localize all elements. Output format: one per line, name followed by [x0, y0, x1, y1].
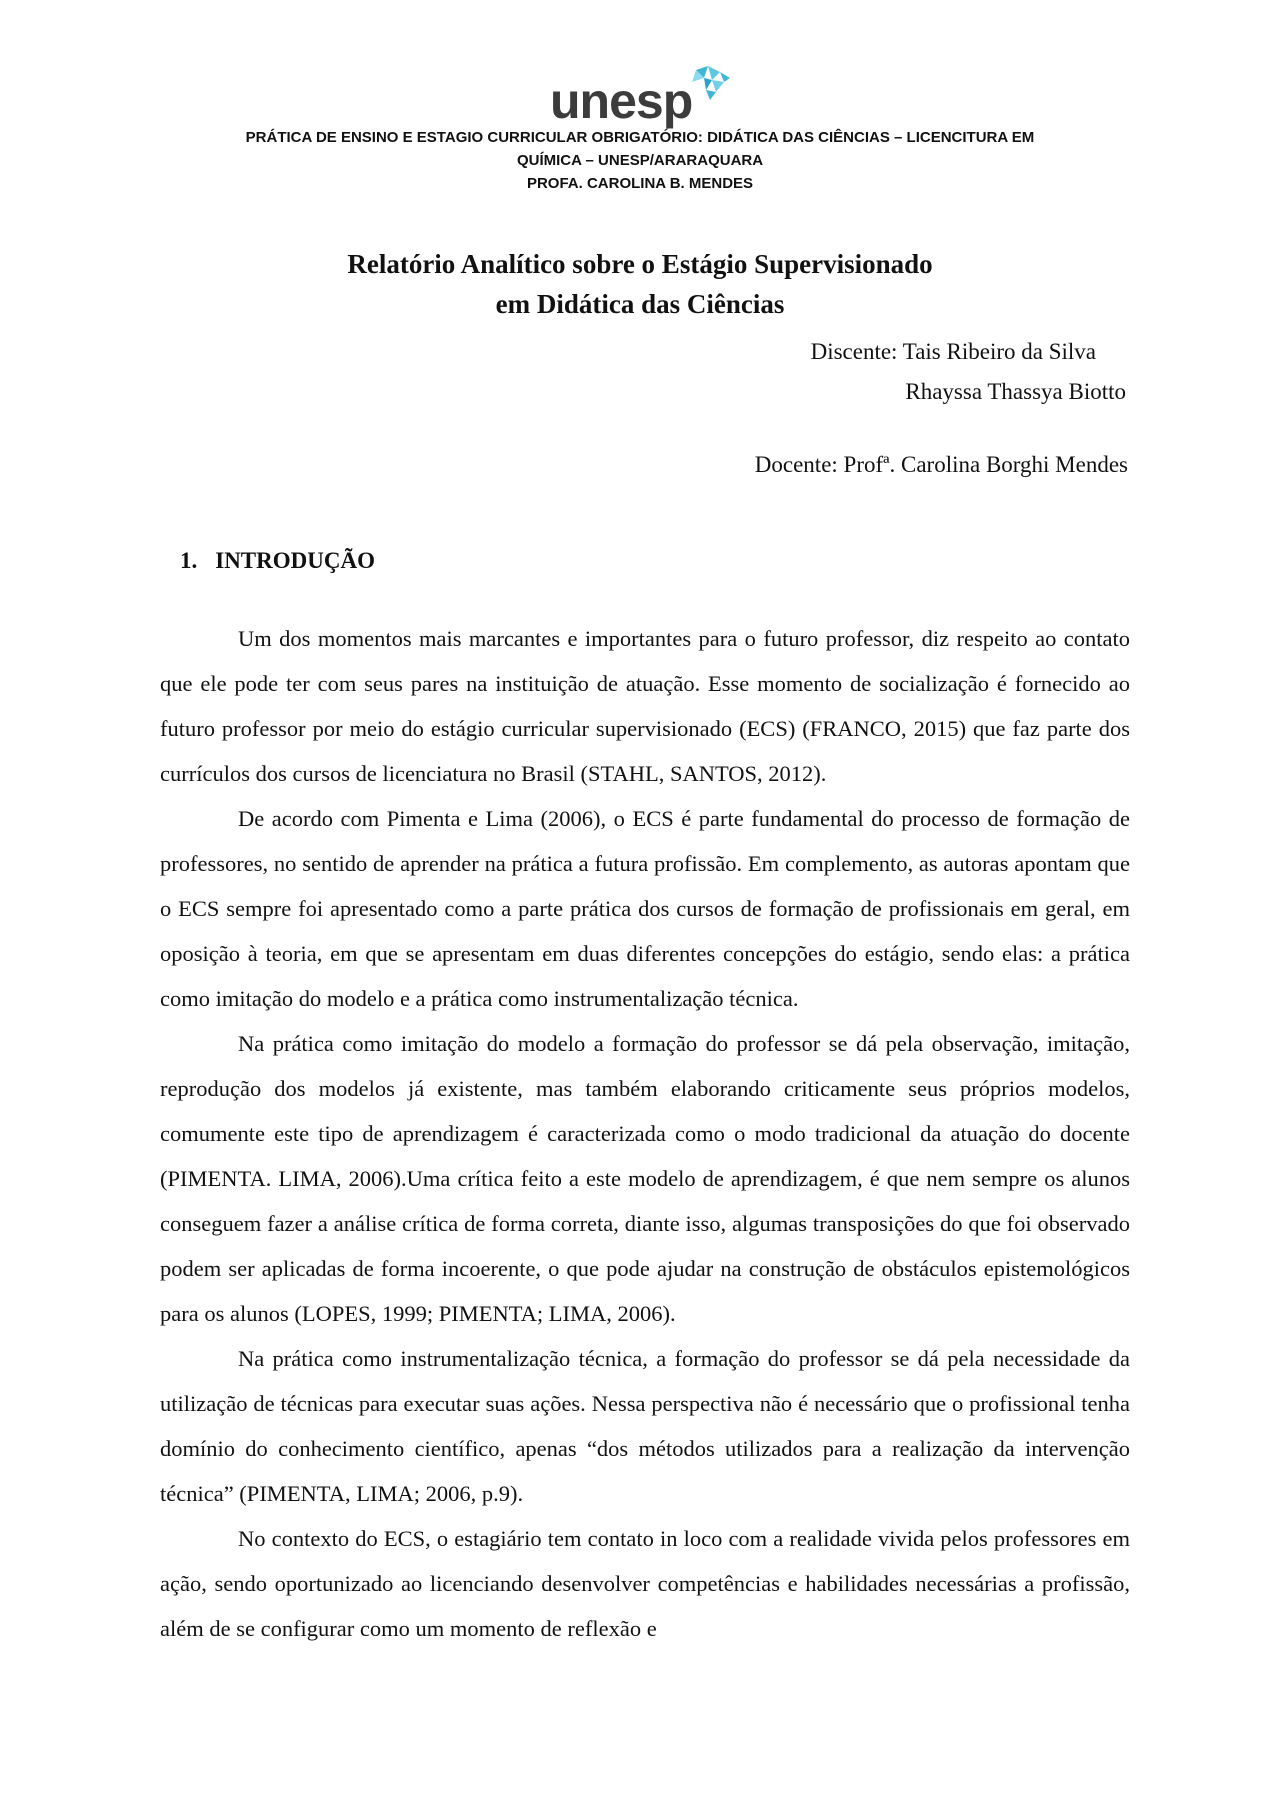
title-line-1: Relatório Analítico sobre o Estágio Supervisionado [347, 249, 933, 279]
authors-block [811, 332, 1126, 412]
section-title: INTRODUÇÃO [215, 548, 375, 573]
paragraph: Um dos momentos mais marcantes e importantes para o futuro professor, diz respeito ao contato que ele pode ter com seus pares na instituição de atuação. Esse momento de socialização é fornecido ao futuro professor por meio do estágio curricular supervisionado (ECS) (FRANCO, 2015) que faz parte dos currículos dos cursos de licenciatura no Brasil (STAHL, SANTOS, 2012). [160, 626, 1130, 786]
section-heading [180, 548, 375, 574]
author-2: Rhayssa Thassya Biotto [905, 379, 1126, 404]
course-header [160, 126, 1120, 195]
logo-triangles-icon [686, 66, 730, 102]
title-line-2: em Didática das Ciências [495, 289, 785, 319]
body-text [160, 616, 1130, 1651]
unesp-logo [550, 66, 740, 132]
author-1: Discente: Tais Ribeiro da Silva [810, 339, 1096, 364]
header-line-3: PROFA. CAROLINA B. MENDES [526, 175, 754, 192]
paragraph: Na prática como imitação do modelo a formação do professor se dá pela observação, imitação, reprodução dos modelos já existente, mas também elaborando criticamente seus próprios modelos, comumente este tipo de aprendizagem é caracterizada como o modo tradicional da atuação do docente (PIMENTA. LIMA, 2006).Uma crítica feito a este modelo de aprendizagem, é que nem sempre os alunos conseguem fazer a análise crítica de forma correta, diante isso, algumas transposições do que foi observado podem ser aplicadas de forma incoerente, o que pode ajudar na construção de obstáculos epistemológicos para os alunos (LOPES, 1999; PIMENTA; LIMA, 2006). [160, 1031, 1130, 1326]
paragraph: Na prática como instrumentalização técnica, a formação do professor se dá pela necessidade da utilização de técnicas para executar suas ações. Nessa perspectiva não é necessário que o profissional tenha domínio do conhecimento científico, apenas “dos métodos utilizados para a realização da intervenção técnica” (PIMENTA, LIMA; 2006, p.9). [160, 1346, 1130, 1506]
header-line-2: QUÍMICA – UNESP/ARARAQUARA [516, 152, 764, 169]
docente-line: Docente: Profª. Carolina Borghi Mendes [754, 452, 1128, 477]
paragraph: No contexto do ECS, o estagiário tem contato in loco com a realidade vivida pelos professores em ação, sendo oportunizado ao licenciando desenvolver competências e habilidades necessárias a profissão, além de se configurar como um momento de reflexão e [160, 1526, 1130, 1641]
header-line-1: PRÁTICA DE ENSINO E ESTAGIO CURRICULAR OBRIGATÓRIO: DIDÁTICA DAS CIÊNCIAS – LICENCITURA EM [245, 129, 1035, 146]
report-title [200, 244, 1080, 324]
section-number: 1. [180, 548, 198, 573]
logo-wordmark: unesp [550, 73, 693, 129]
paragraph: De acordo com Pimenta e Lima (2006), o ECS é parte fundamental do processo de formação de professores, no sentido de aprender na prática a futura profissão. Em complemento, as autoras apontam que o ECS sempre foi apresentado como a parte prática dos cursos de formação de profissionais em geral, em oposição à teoria, em que se apresentam em duas diferentes concepções do estágio, sendo elas: a prática como imitação do modelo e a prática como instrumentalização técnica. [160, 806, 1130, 1011]
